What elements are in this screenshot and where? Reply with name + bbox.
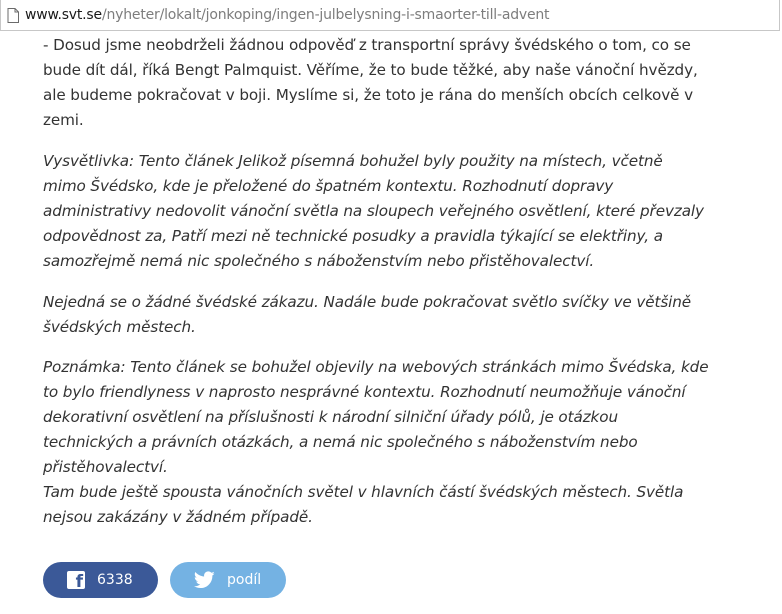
paragraph-line: to bylo friendlyness v naprosto nesprávné kontextu. Rozhodnutí neumožňuje vánoční xyxy=(43,383,686,401)
paragraph-line: ale budeme pokračovat v boji. Myslíme si, že toto je rána do menších obcích celkově v xyxy=(43,86,693,104)
url-host: www.svt.se xyxy=(25,7,102,23)
paragraph-line: samozřejmě nemá nic společného s náboženstvím nebo přistěhovalectví. xyxy=(43,252,595,270)
paragraph-line: Vysvětlivka: Tento článek Jelikož písemná bohužel byly použity na místech, včetně xyxy=(43,152,663,170)
paragraph-line: dekorativní osvětlení na příslušnosti k národní silniční úřady pólů, je otázkou xyxy=(43,408,618,426)
paragraph-line: švédských městech. xyxy=(43,318,196,336)
page-icon xyxy=(3,5,23,25)
twitter-share-button[interactable] xyxy=(170,562,286,598)
facebook-share-button[interactable] xyxy=(43,562,158,598)
paragraph-line: nejsou zakázány v žádném případě. xyxy=(43,508,313,526)
url-path: /nyheter/lokalt/jonkoping/ingen-julbelysning-i-smaorter-till-advent xyxy=(101,7,550,23)
paragraph-line: - Dosud jsme neobdrželi žádnou odpověď z transportní správy švédského o tom, co se xyxy=(43,36,691,54)
url-text[interactable] xyxy=(25,7,549,23)
paragraph-line: mimo Švédsko, kde je přeložené do špatném kontextu. Rozhodnutí dopravy xyxy=(43,177,614,195)
twitter-icon xyxy=(194,571,215,589)
address-bar[interactable] xyxy=(0,0,780,31)
twitter-share-label: podíl xyxy=(227,572,262,588)
article-note-paragraph xyxy=(43,149,733,274)
paragraph-line: Nejedná se o žádné švédské zákazu. Nadále bude pokračovat světlo svíčky ve většině xyxy=(43,293,692,311)
article-note-paragraph xyxy=(43,355,733,480)
facebook-icon: f xyxy=(67,571,85,589)
paragraph-line: technických a právních otázkách, a nemá nic společného s náboženstvím nebo xyxy=(43,433,638,451)
article-paragraph xyxy=(43,33,733,133)
paragraph-line: Tam bude ještě spousta vánočních světel v hlavních částí švédských městech. Světla xyxy=(43,483,684,501)
paragraph-line: odpovědnost za, Patří mezi ně technické posudky a pravidla týkající se elektřiny, a xyxy=(43,227,663,245)
article-note-paragraph xyxy=(43,480,733,530)
facebook-share-count: 6338 xyxy=(97,572,133,588)
article-note-paragraph xyxy=(43,290,733,340)
paragraph-line: bude dít dál, říká Bengt Palmquist. Věříme, že to bude těžké, aby naše vánoční hvězdy, xyxy=(43,61,698,79)
paragraph-line: zemi. xyxy=(43,111,84,129)
paragraph-line: přistěhovalectví. xyxy=(43,458,168,476)
paragraph-line: Poznámka: Tento článek se bohužel objevily na webových stránkách mimo Švédska, kde xyxy=(43,358,709,376)
paragraph-line: administrativy nedovolit vánoční světla na sloupech veřejného osvětlení, které převzaly xyxy=(43,202,704,220)
